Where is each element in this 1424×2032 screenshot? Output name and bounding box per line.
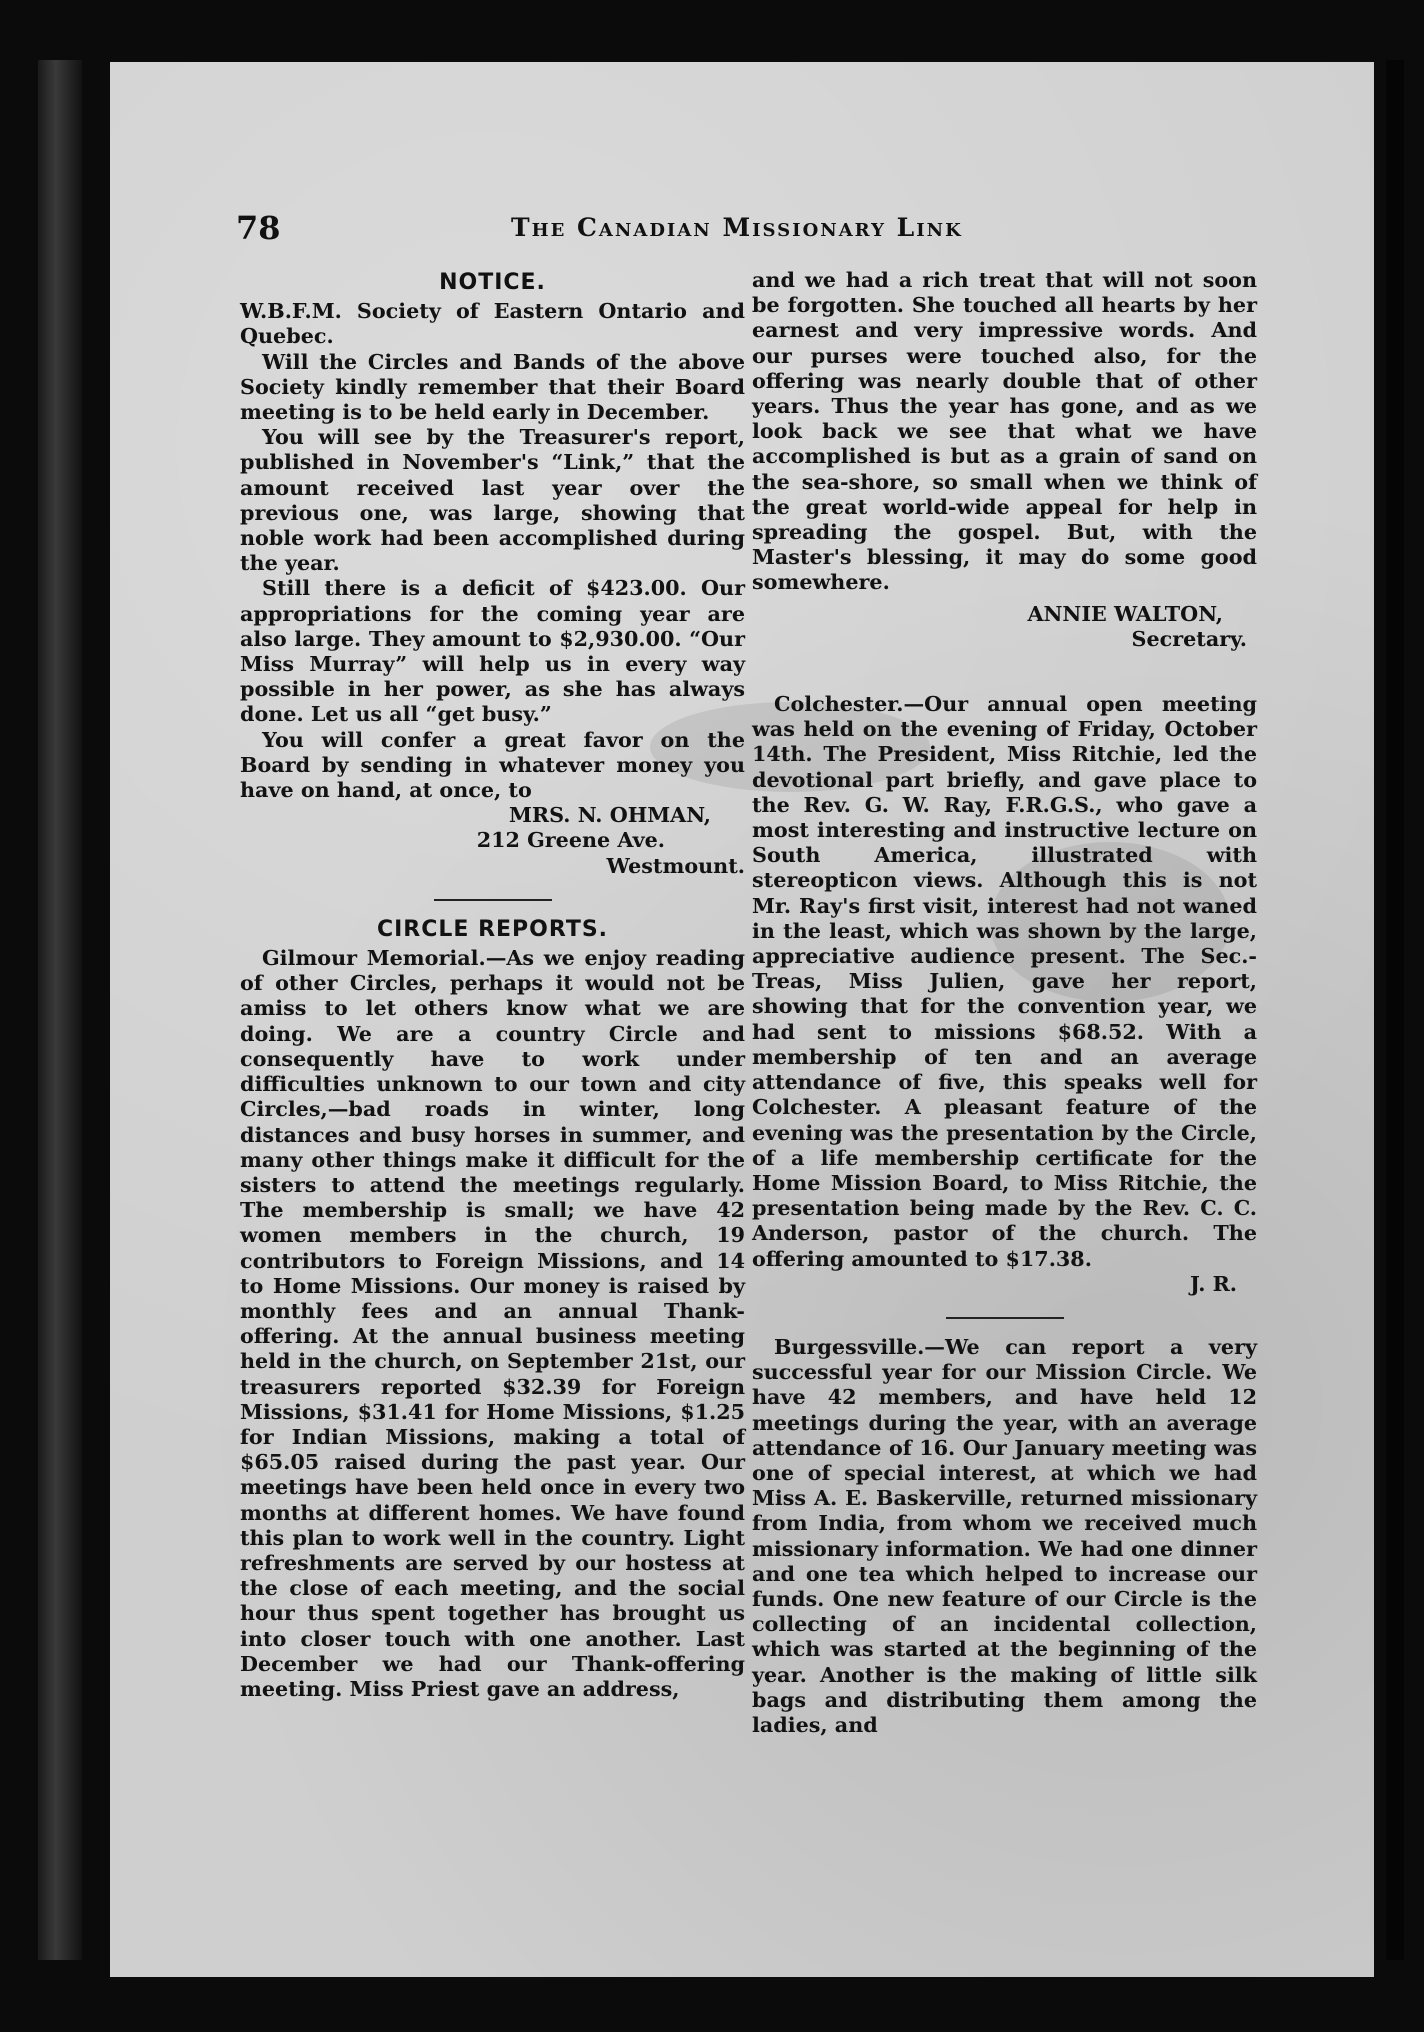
circle-reports-heading: CIRCLE REPORTS. — [376, 916, 609, 942]
notice-signature-name: MRS. N. OHMAN, — [509, 803, 711, 828]
section-divider — [946, 1317, 1064, 1319]
walton-signature-name: ANNIE WALTON, — [1027, 601, 1223, 626]
page-header — [236, 205, 1216, 249]
section-divider — [434, 899, 552, 901]
running-title: The Canadian Missionary Link — [511, 213, 963, 242]
notice-heading: NOTICE. — [439, 270, 546, 295]
notice-paragraph: You will confer a great favor on the Board by sending in whatever money you have on hand, at once, to — [240, 727, 745, 803]
right-column — [752, 268, 1257, 1738]
book-spine — [38, 60, 82, 1960]
notice-paragraph: You will see by the Treasurer's report, published in November's “Link,” that the amount received last year over the previous one, was large, showing that noble work had been accomplished during the year. — [240, 425, 745, 576]
gilmour-report: Gilmour Memorial.—As we enjoy reading of other Circles, perhaps it would not be amiss to let others know what we are doing. We are a country Circle and consequently have to work under difficulties unknown to our town and city Circles,—bad roads in winter, long distances and busy horses in summer, and many other things make it difficult for the sisters to attend the meetings regularly. The membership is small; we have 42 women members in the church, 19 contributors to Foreign Missions, and 14 to Home Missions. Our money is raised by monthly fees and an annual Thank-offering. At the annual business meeting held in the church, on September 21st, our treasurers reported $32.39 for Foreign Missions, $31.41 for Home Missions, $1.25 for Indian Missions, making a total of $65.05 raised during the past year. Our meetings have been held once in every two months at different homes. We have found this plan to work well in the country. Light refreshments are served by our hostess at the close of each meeting, and the social hour thus spent together has brought us into closer touch with one another. Last December we had our Thank-offering meeting. Miss Priest gave an address, — [240, 946, 745, 1701]
spacer — [752, 652, 1257, 692]
page-number: 78 — [236, 209, 281, 247]
walton-signature-title: Secretary. — [1131, 626, 1247, 651]
colchester-report: Colchester.—Our annual open meeting was held on the evening of Friday, October 14th. The President, Miss Ritchie, led the devotional part briefly, and gave place to the Rev. G. W. Ray, F.R.G.S., who gave a most interesting and instructive lecture on South America, illustrated with stereopticon views. Although this is not Mr. Ray's first visit, interest had not waned in the least, which was shown by the large, appreciative audience present. The Sec.-Treas, Miss Julien, gave her report, showing that for the convention year, we had sent to missions $68.52. With a membership of ten and an average attendance of five, this speaks well for Colchester. A pleasant feature of the evening was the presentation by the Circle, of a life membership certificate for the Home Mission Board, to Miss Ritchie, the presentation being made by the Rev. C. C. Anderson, pastor of the church. The offering amounted to $17.38. — [752, 692, 1257, 1271]
gilmour-report-continued: and we had a rich treat that will not soon be forgotten. She touched all hearts by her earnest and very impressive words. And our purses were touched also, for the offering was nearly double that of other years. Thus the year has gone, and as we look back we see that what we have accomplished is but as a grain of sand on the sea-shore, so small when we think of the great world-wide appeal for help in spreading the gospel. But, with the Master's blessing, it may do some good somewhere. — [752, 268, 1257, 595]
notice-paragraph: Will the Circles and Bands of the above Society kindly remember that their Board meeting is to be held early in December. — [240, 349, 745, 425]
notice-paragraph: Still there is a deficit of $423.00. Our appropriations for the coming year are also large. They amount to $2,930.00. “Our Miss Murray” will help us in every way possible in her power, as she has always done. Let us all “get busy.” — [240, 576, 745, 727]
left-column — [240, 270, 745, 1702]
notice-signature-address: 212 Greene Ave. — [476, 828, 665, 853]
colchester-initials: J. R. — [1190, 1271, 1237, 1296]
notice-paragraph: W.B.F.M. Society of Eastern Ontario and Quebec. — [240, 299, 745, 349]
page-edge-shadow — [1386, 60, 1404, 1960]
burgessville-report: Burgessville.—We can report a very successful year for our Mission Circle. We have 42 members, and have held 12 meetings during the year, with an average attendance of 16. Our January meeting was one of special interest, at which we had Miss A. E. Baskerville, returned missionary from India, from whom we received much missionary information. We had one dinner and one tea which helped to increase our funds. One new feature of our Circle is the collecting of an incidental collection, which was started at the beginning of the year. Another is the making of little silk bags and distributing them among the ladies, and — [752, 1334, 1257, 1737]
notice-signature-city: Westmount. — [606, 853, 745, 878]
